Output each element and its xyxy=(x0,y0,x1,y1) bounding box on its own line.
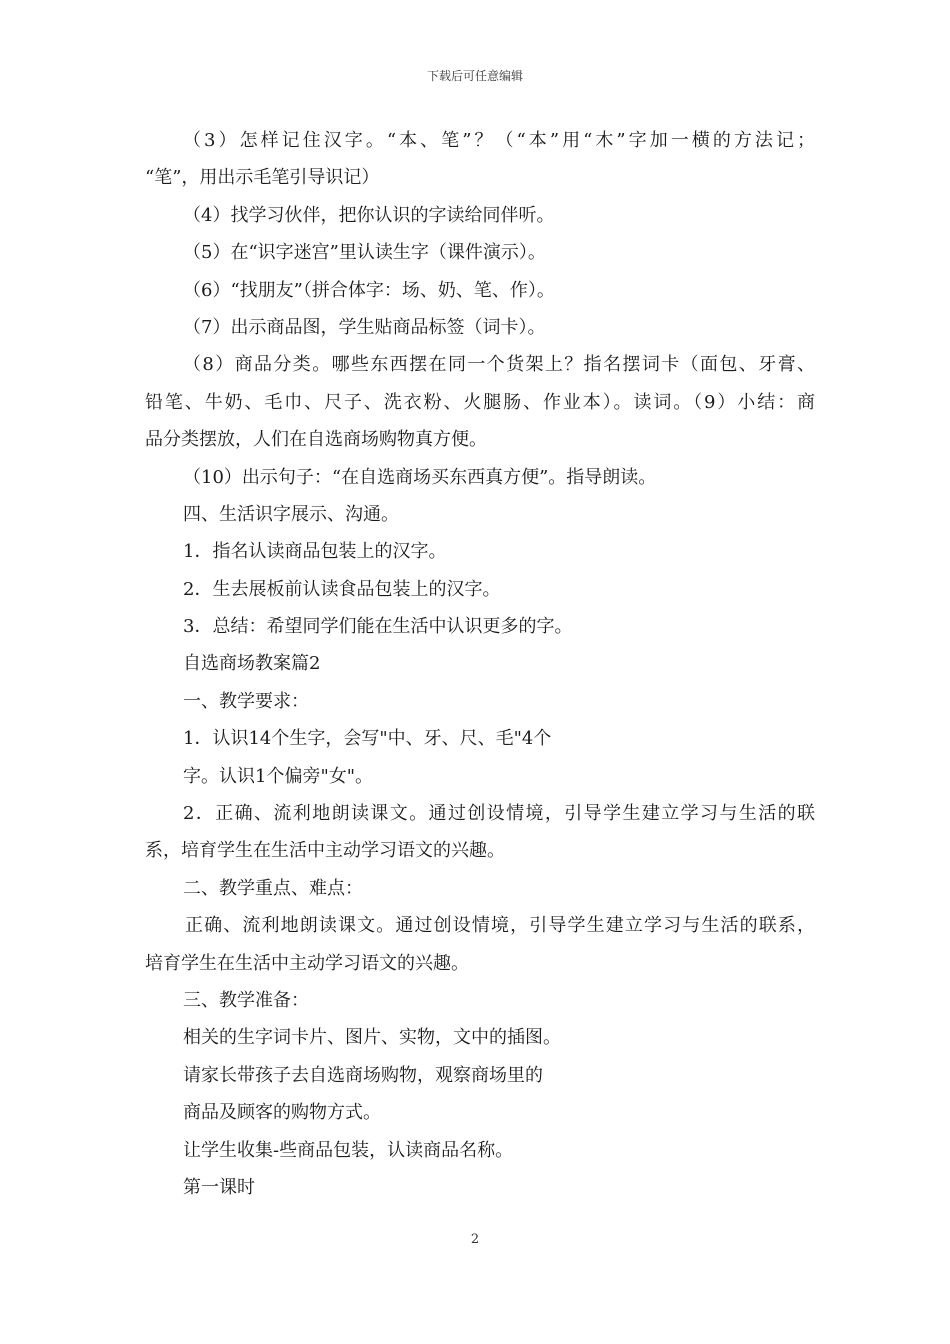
page-number: 2 xyxy=(470,1232,480,1247)
paragraph-line: 请家长带孩子去自选商场购物，观察商场里的 xyxy=(183,1064,543,1086)
page-header-note: 下载后可任意编辑 xyxy=(426,69,523,83)
paragraph-line: 相关的生字词卡片、图片、实物，文中的插图。 xyxy=(183,1027,561,1049)
document-body xyxy=(145,122,815,1206)
list-item: 1．认识14个生字，会写"中、牙、尺、毛"4个 xyxy=(183,728,552,750)
paragraph-line: 让学生收集-些商品包装，认读商品名称。 xyxy=(183,1139,514,1161)
paragraph-line: 正确、流利地朗读课文。通过创设情境，引导学生建立学习与生活的联系， xyxy=(185,915,815,937)
paragraph-line: （6）“找朋友”（拼合体字：场、奶、笔、作）。 xyxy=(183,279,555,301)
list-item: 2．正确、流利地朗读课文。通过创设情境，引导学生建立学习与生活的联 xyxy=(183,803,815,825)
paragraph-line: （5）在“识字迷宫”里认读生字（课件演示）。 xyxy=(183,242,546,264)
paragraph-line: （7）出示商品图，学生贴商品标签（词卡）。 xyxy=(183,316,546,338)
paragraph-line: （10）出示句子：“在自选商场买东西真方便”。指导朗读。 xyxy=(183,466,657,488)
paragraph-line: 系，培育学生在生活中主动学习语文的兴趣。 xyxy=(145,840,505,862)
paragraph-line: （3）怎样记住汉字。“本、笔”？（“本”用“木”字加一横的方法记； xyxy=(183,130,815,151)
paragraph-line: （4）找学习伙伴，把你认识的字读给同伴听。 xyxy=(183,204,555,226)
paragraph-line: 品分类摆放，人们在自选商场购物真方便。 xyxy=(145,429,487,451)
paragraph-line: （8）商品分类。哪些东西摆在同一个货架上？指名摆词卡（面包、牙膏、 xyxy=(183,354,815,376)
list-item: 2．生去展板前认读食品包装上的汉字。 xyxy=(183,578,501,600)
section-heading: 二、教学重点、难点： xyxy=(183,877,363,899)
paragraph-line: “笔”，用出示毛笔引导识记） xyxy=(145,167,380,189)
paragraph-line: 铅笔、牛奶、毛巾、尺子、洗衣粉、火腿肠、作业本）。读词。（9）小结：商 xyxy=(145,391,815,413)
section-heading: 三、教学准备： xyxy=(183,989,309,1011)
paragraph-line: 商品及顾客的购物方式。 xyxy=(183,1102,381,1124)
section-heading: 一、教学要求： xyxy=(183,690,309,712)
section-heading: 四、生活识字展示、沟通。 xyxy=(183,503,399,525)
document-title: 自选商场教案篇2 xyxy=(183,653,321,675)
section-heading: 第一课时 xyxy=(183,1176,255,1198)
list-item: 3．总结：希望同学们能在生活中认识更多的字。 xyxy=(183,616,573,638)
list-item: 1．指名认读商品包装上的汉字。 xyxy=(183,541,447,563)
paragraph-line: 培育学生在生活中主动学习语文的兴趣。 xyxy=(145,952,469,974)
paragraph-line: 字。认识1个偏旁"女"。 xyxy=(183,765,374,787)
